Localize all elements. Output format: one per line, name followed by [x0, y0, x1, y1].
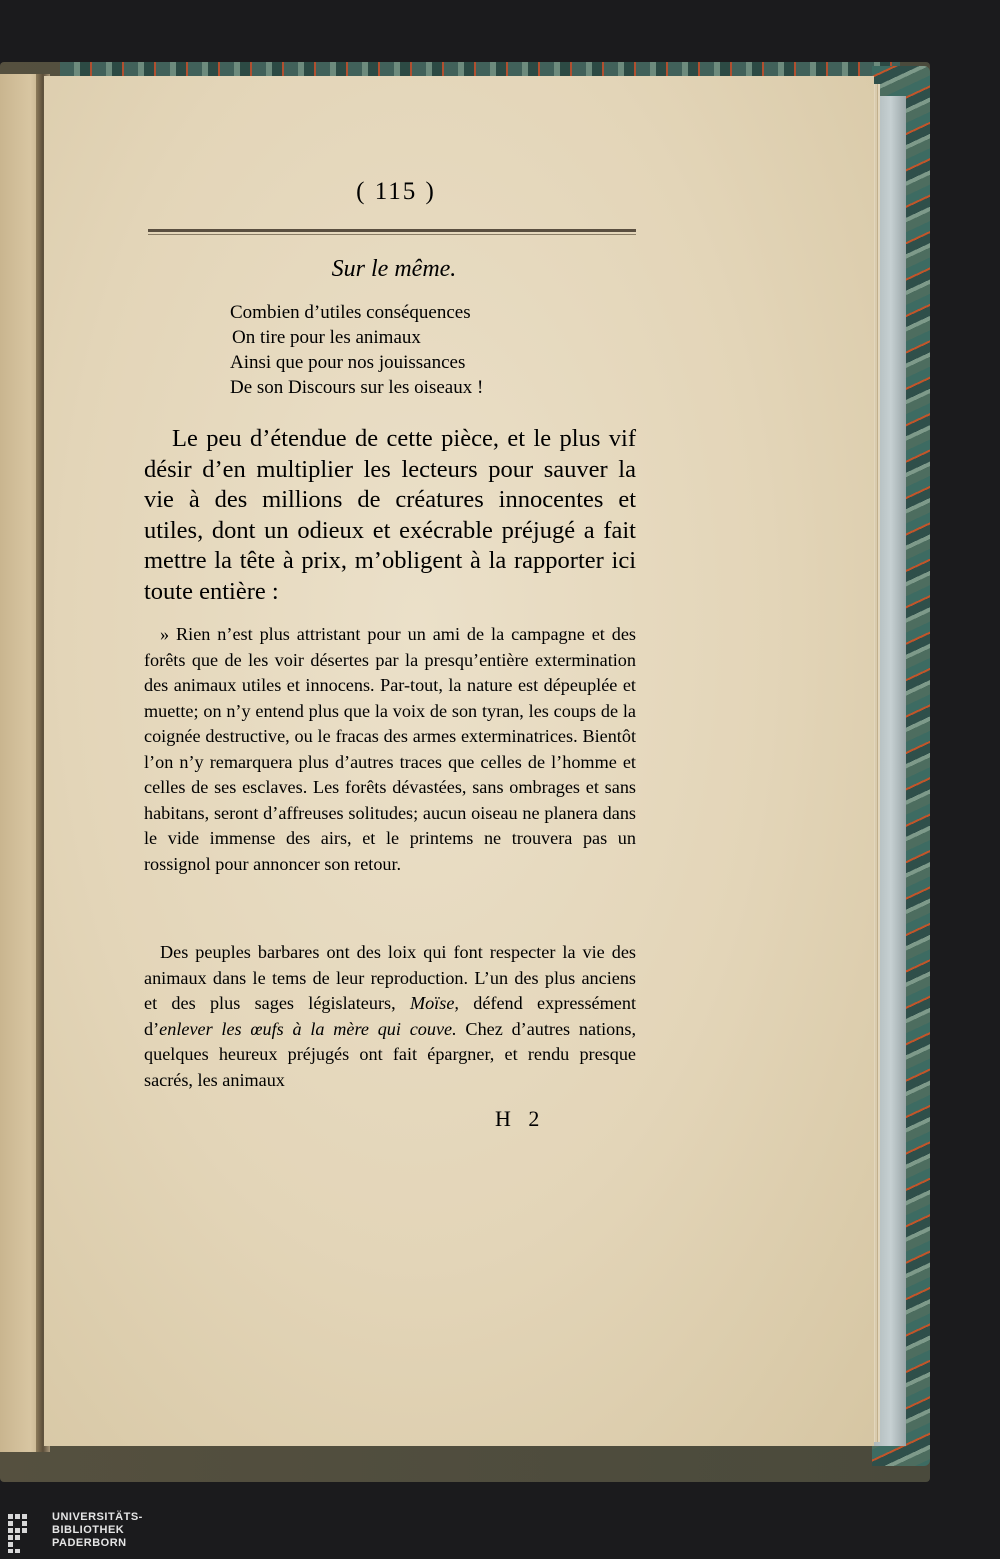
- paragraph-italic-quote: enlever les œufs à la mère qui couve.: [159, 1018, 457, 1039]
- poem-line: On tire pour les animaux: [232, 327, 421, 348]
- poem-line: De son Discours sur les oiseaux !: [230, 377, 484, 398]
- library-footer: [0, 1508, 1000, 1559]
- poem-stanza: [230, 300, 590, 400]
- second-paragraph: [144, 940, 636, 1093]
- library-name-line: UNIVERSITÄTS-: [52, 1511, 143, 1523]
- poem-line: Combien d’utiles conséquences: [230, 302, 471, 323]
- library-name-line: PADERBORN: [52, 1537, 127, 1549]
- paragraph-text: défend expressément d’: [144, 993, 636, 1039]
- library-name: [52, 1511, 143, 1550]
- header-rule: [148, 229, 636, 232]
- page-number: ( 115 ): [356, 178, 436, 205]
- header-rule-thin: [148, 234, 636, 235]
- section-subtitle: Sur le même.: [331, 256, 457, 282]
- quoted-paragraph: » Rien n’est plus attristant pour un ami de la campagne et des forêts que de les voir désertes par la presqu’entière extermination des animaux utiles et innocens. Par-tout, la nature est dépeuplée et muette; on n’y entend plus que la voix de son tyran, les coups de la coignée destructive, ou le fracas des armes exterminatrices. Bientôt l’on n’y remarquera plus d’autres traces que celles de l’homme et celles de ses esclaves. Les forêts dévastées, sans ombrages et sans habitans, seront d’affreuses solitudes; aucun oiseau ne planera dans le vide immense des airs, et le printems ne trouvera pas un rossignol pour annoncer son retour.: [144, 624, 636, 874]
- paragraph-text: Des peuples barbares ont des loix qui font respecter la vie des animaux dans le tems de leur reproduction. L’un des plus anciens et des plus sages législateurs,: [144, 942, 636, 1013]
- library-name-line: BIBLIOTHEK: [52, 1524, 125, 1536]
- signature-mark: H 2: [495, 1106, 546, 1131]
- library-logo-icon: [6, 1512, 46, 1554]
- paragraph-italic-name: Moïse,: [409, 993, 459, 1013]
- paragraph-text: Chez d’autres nations, quelques heureux préjugés ont fait épargner, et rendu presque sacrés, les animaux: [144, 1018, 636, 1090]
- main-paragraph: Le peu d’étendue de cette pièce, et le plus vif désir d’en multiplier les lecteurs pour sauver la vie à des millions de créatures innocentes et utiles, dont un odieux et exécrable préjugé a fait mettre la tête à prix, m’obligent à la rapporter ici toute entière :: [144, 425, 636, 605]
- marbled-board-top: [60, 62, 900, 76]
- poem-line: Ainsi que pour nos jouissances: [230, 352, 466, 373]
